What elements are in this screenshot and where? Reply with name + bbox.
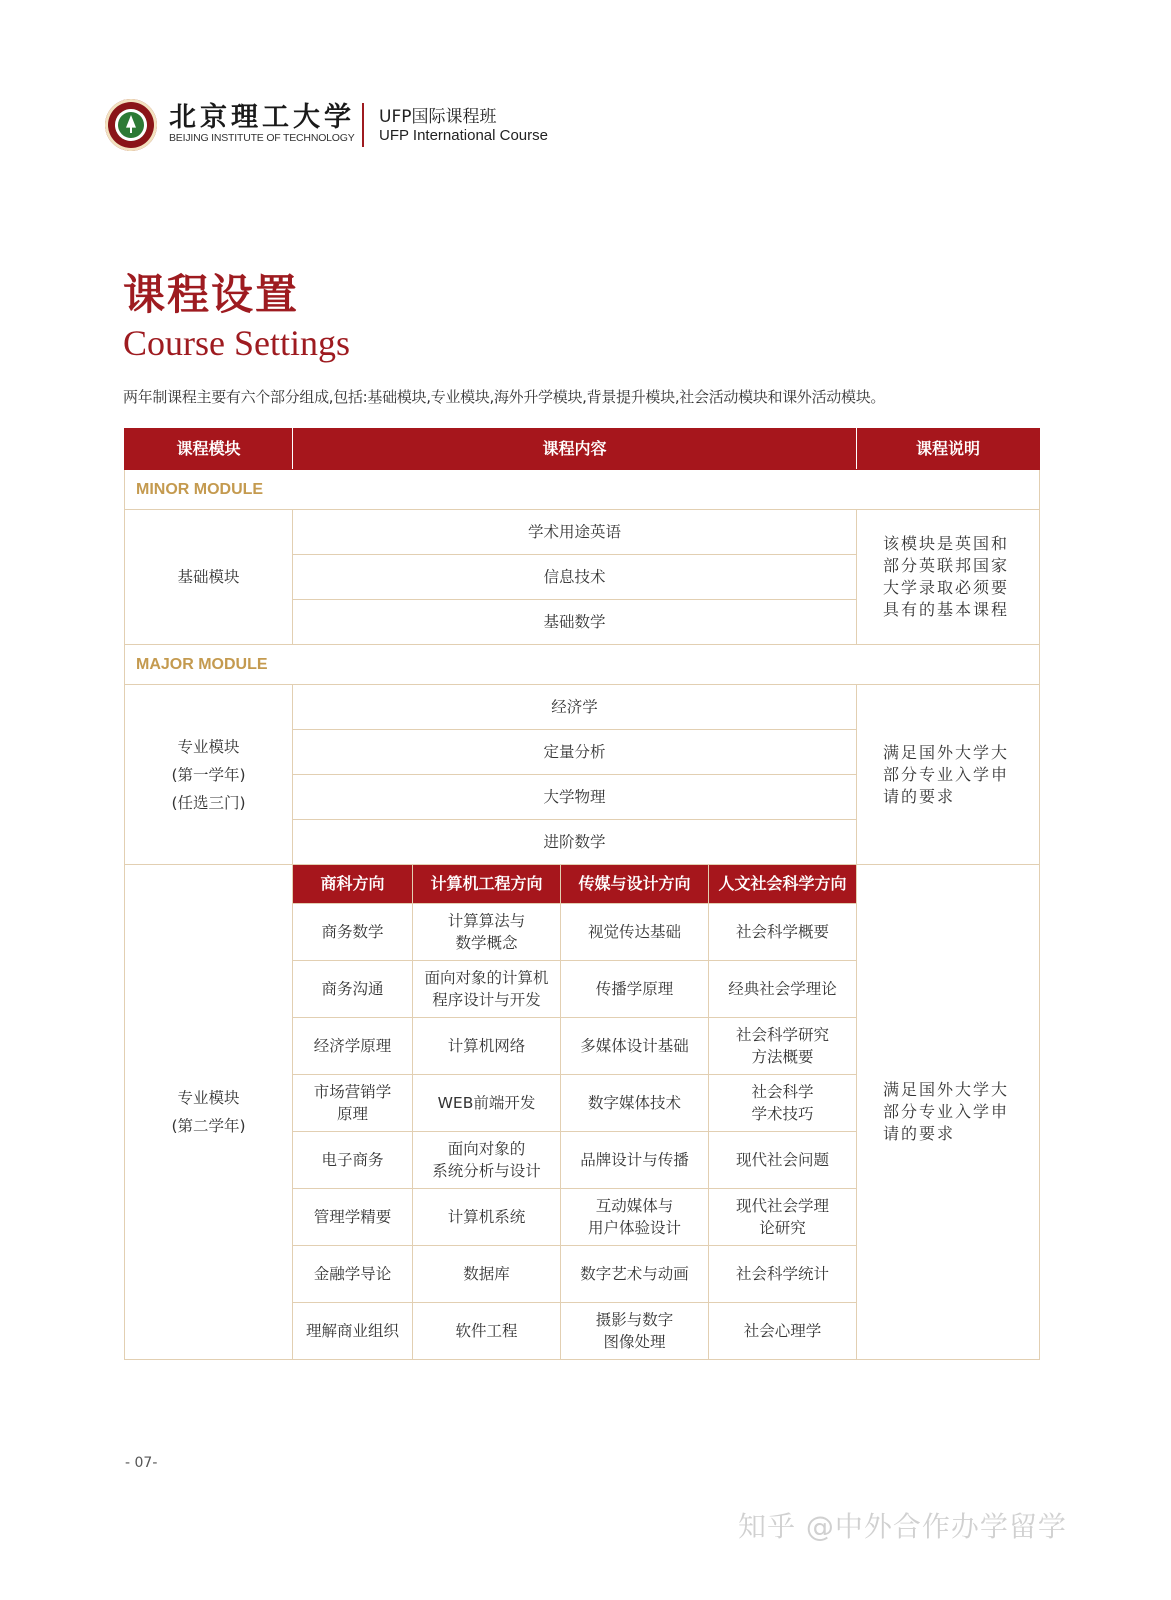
year2-course-cell: 现代社会问题: [709, 1132, 857, 1189]
year2-course-cell: 视觉传达基础: [561, 904, 709, 961]
year2-course-cell: 计算机网络: [413, 1018, 561, 1075]
year2-course-cell: 经济学原理: [293, 1018, 413, 1075]
year2-course-cell: 多媒体设计基础: [561, 1018, 709, 1075]
year2-course-cell: 现代社会学理 论研究: [709, 1189, 857, 1246]
year2-course-cell: 市场营销学 原理: [293, 1075, 413, 1132]
year2-course-cell: 理解商业组织: [293, 1303, 413, 1360]
year2-course-cell: 数字艺术与动画: [561, 1246, 709, 1303]
header-divider: [362, 103, 364, 147]
header-content: 课程内容: [293, 429, 857, 470]
year2-course-cell: 互动媒体与 用户体验设计: [561, 1189, 709, 1246]
year2-course-cell: 摄影与数字 图像处理: [561, 1303, 709, 1360]
year2-course-cell: 数字媒体技术: [561, 1075, 709, 1132]
foundation-module-name: 基础模块: [125, 510, 293, 645]
year2-course-cell: 社会科学统计: [709, 1246, 857, 1303]
program-name-en: UFP International Course: [379, 127, 548, 144]
minor-module-label: MINOR MODULE: [125, 470, 1040, 510]
program-name-cn: UFP国际课程班: [379, 107, 497, 127]
university-name-cn: 北京理工大学: [169, 102, 355, 133]
year2-course-cell: 计算算法与 数学概念: [413, 904, 561, 961]
foundation-course: 基础数学: [293, 600, 857, 645]
year2-course-cell: 经典社会学理论: [709, 961, 857, 1018]
year1-course: 进阶数学: [293, 820, 857, 865]
track-header-humanities: 人文社会科学方向: [709, 865, 857, 904]
year1-course: 大学物理: [293, 775, 857, 820]
year2-course-cell: 管理学精要: [293, 1189, 413, 1246]
intro-text: 两年制课程主要有六个部分组成,包括:基础模块,专业模块,海外升学模块,背景提升模块,社会活动模块和课外活动模块。: [123, 388, 886, 406]
year2-course-cell: 商务数学: [293, 904, 413, 961]
page-title-en: Course Settings: [123, 323, 351, 363]
foundation-note: 该模块是英国和 部分英联邦国家 大学录取必须要 具有的基本课程: [857, 510, 1040, 645]
page-title-cn: 课程设置: [123, 270, 300, 319]
year2-note: 满足国外大学大 部分专业入学申 请的要求: [857, 865, 1040, 1360]
watermark: 知乎 @中外合作办学留学: [738, 1510, 1067, 1543]
year2-course-cell: 电子商务: [293, 1132, 413, 1189]
major-module-label: MAJOR MODULE: [125, 645, 1040, 685]
year1-note: 满足国外大学大 部分专业入学申 请的要求: [857, 685, 1040, 865]
year2-module-name: 专业模块 (第二学年): [125, 865, 293, 1360]
header-note: 课程说明: [857, 429, 1040, 470]
course-table: [124, 428, 1040, 1360]
year2-course-cell: 金融学导论: [293, 1246, 413, 1303]
foundation-course: 信息技术: [293, 555, 857, 600]
track-header-computer: 计算机工程方向: [413, 865, 561, 904]
year2-course-cell: 面向对象的 系统分析与设计: [413, 1132, 561, 1189]
foundation-course: 学术用途英语: [293, 510, 857, 555]
year2-course-cell: 面向对象的计算机 程序设计与开发: [413, 961, 561, 1018]
year2-course-cell: 商务沟通: [293, 961, 413, 1018]
year1-module-name: 专业模块 (第一学年) (任选三门): [125, 685, 293, 865]
year2-course-cell: 社会科学研究 方法概要: [709, 1018, 857, 1075]
page-number: - 07-: [125, 1455, 158, 1471]
university-seal-icon: [105, 99, 157, 151]
track-header-business: 商科方向: [293, 865, 413, 904]
university-name-en: BEIJING INSTITUTE OF TECHNOLOGY: [169, 132, 355, 144]
year1-course: 定量分析: [293, 730, 857, 775]
year2-course-cell: 传播学原理: [561, 961, 709, 1018]
year2-course-cell: WEB前端开发: [413, 1075, 561, 1132]
year2-course-cell: 品牌设计与传播: [561, 1132, 709, 1189]
year2-course-cell: 社会科学 学术技巧: [709, 1075, 857, 1132]
track-header-media: 传媒与设计方向: [561, 865, 709, 904]
year2-course-cell: 社会心理学: [709, 1303, 857, 1360]
year2-course-cell: 计算机系统: [413, 1189, 561, 1246]
header-module: 课程模块: [125, 429, 293, 470]
year2-course-cell: 软件工程: [413, 1303, 561, 1360]
year1-course: 经济学: [293, 685, 857, 730]
table-header-row: [125, 429, 1040, 470]
year2-course-cell: 数据库: [413, 1246, 561, 1303]
year2-course-cell: 社会科学概要: [709, 904, 857, 961]
